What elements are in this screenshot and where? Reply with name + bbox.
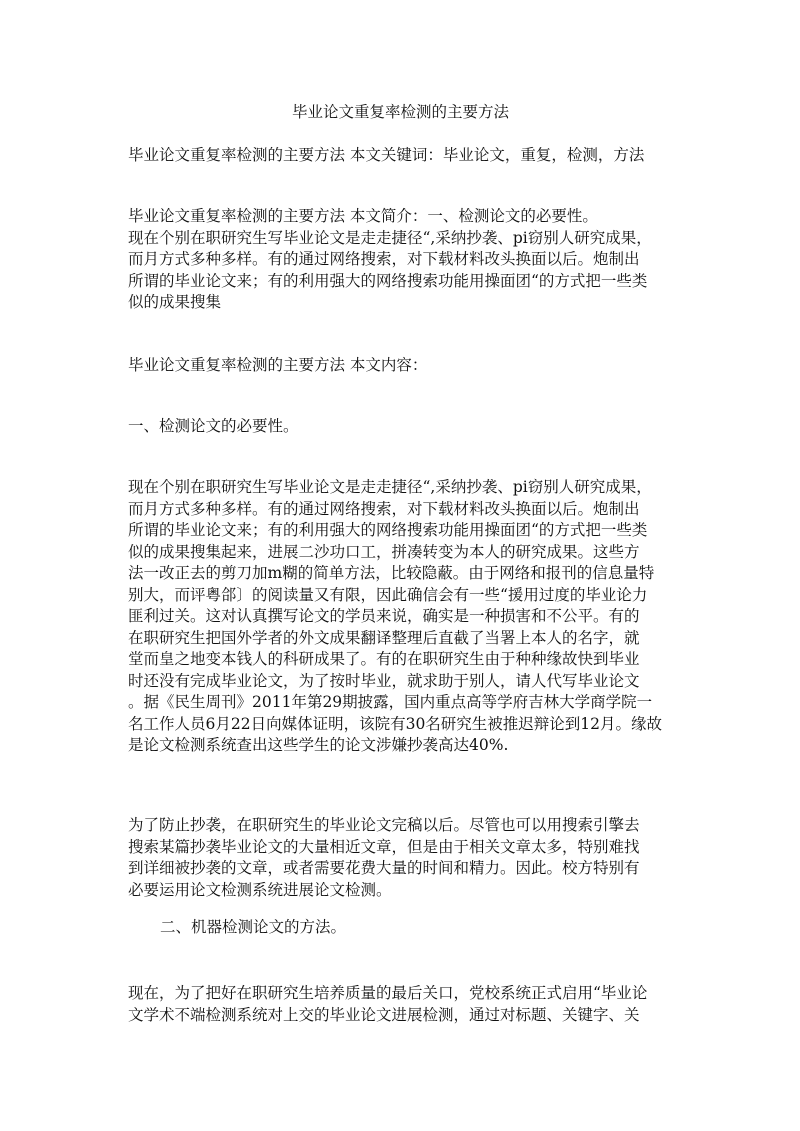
content-label: 毕业论文重复率检测的主要方法 本文内容： [128,356,428,374]
document-title: 毕业论文重复率检测的主要方法 [291,103,509,121]
keywords-line: 毕业论文重复率检测的主要方法 本文关键词：毕业论文，重复，检测，方法 [128,146,645,164]
summary-paragraph: 毕业论文重复率检测的主要方法 本文简介：一、检测论文的必要性。 现在个别在职研究生写毕业论文是走走捷径“,采纳抄袭、pi窃别人研究成果， 而月方式多种多样。有的通过网络搜索，对下载材料改头换面以后。炮制出 所谓的毕业论文来；有的利用强大的网络搜索功能用操面团“的方式把一些类 似的成果搜集 [128,207,652,311]
section-heading-2: 二、机器检测论文的方法。 [160,918,347,936]
body-paragraph-3: 现在，为了把好在职研究生培养质量的最后关口，党校系统正式启用“毕业论 文学术不端检测系统对上交的毕业论文进展检测，通过对标题、关键字、关 [128,984,648,1024]
body-paragraph-1: 现在个别在职研究生写毕业论文是走走捷径“,采纳抄袭、pi窃别人研究成果， 而月方式多种多样。有的通过网络搜索，对下载材料改头换面以后。炮制出 所谓的毕业论文来；有的利用强大的网络搜索功能用操面团“的方式把一些类 似的成果搜集起来，进展二沙功口工，拼凑转变为本人的研究成果。这些方 法一改正去的剪刀加m糊的简单方法，比较隐蔽。由于网络和报刊的信息量特 别大，而评粤郃〕的阅读量又有限，因此确信会有一些“援用过度的毕业论力 匪利过关。这对认真撰写论文的学员来说，确实是一种损害和不公平。有的 在职研究生把国外学者的外文成果翻译整理后直截了当署上本人的名字，就 堂而皇之地变本钱人的科研成果了。有的在职研究生由于种种缘故快到毕业 时还没有完成毕业论文，为了按时毕业，就求助于别人，请人代写毕业论文 。据《民生周刊》2011年第29期披露，国内重点高等学府吉林大学商学院一 名工作人员6月22日向媒体证明，该院有30名研究生被推迟辩论到12月。缘故 是论文检测系统查出这些学生的论文涉嫌抄袭高达40%. [128,478,663,754]
section-heading-1: 一、检测论文的必要性。 [128,417,299,435]
body-paragraph-2: 为了防止抄袭，在职研究生的毕业论文完稿以后。尽管也可以用搜索引擎去 搜索某篇抄袭毕业论文的大量相近文章，但是由于相关文章太多，特别难找 到详细被抄袭的文章，或者需要花费大量的时间和精力。因此。校方特别有 必要运用论文检测系统进展论文检测。 [128,816,640,899]
